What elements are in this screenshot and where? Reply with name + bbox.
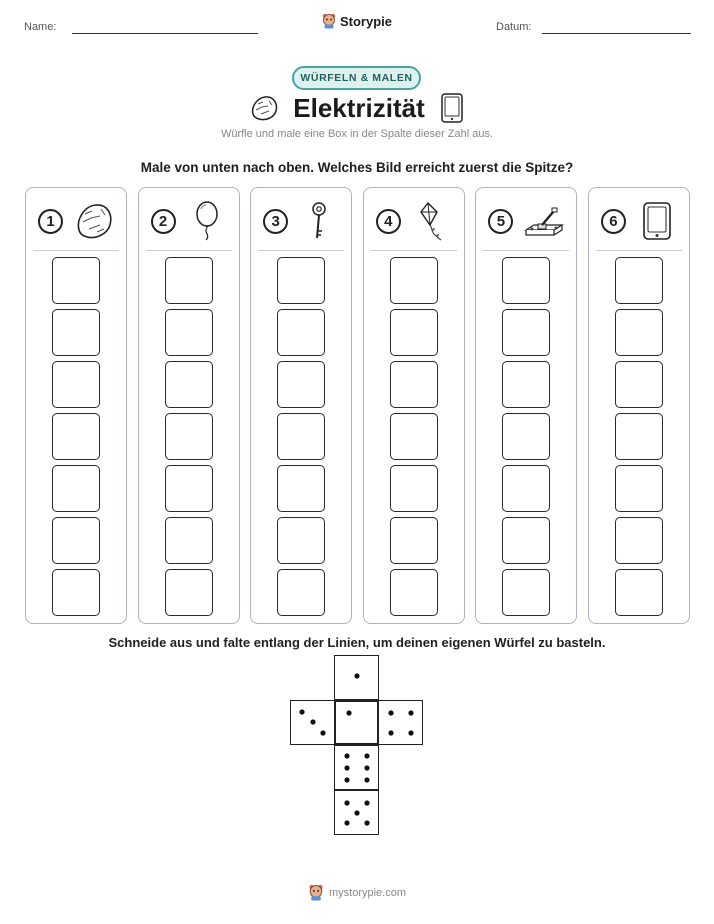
color-box[interactable] [165,517,213,564]
name-label: Name: [24,21,57,33]
color-box[interactable] [52,309,100,356]
color-box[interactable] [390,361,438,408]
date-line[interactable] [542,33,691,34]
color-box[interactable] [52,517,100,564]
dice-face-back [334,790,379,835]
footer [0,884,714,901]
color-box[interactable] [615,257,663,304]
color-box[interactable] [502,413,550,460]
dice-net [0,655,714,835]
column-number: 1 [38,209,63,234]
column-6 [588,187,690,624]
footer-url[interactable]: mystorypie.com [328,886,407,899]
column-number: 2 [151,209,176,234]
column-2 [138,187,240,624]
color-box[interactable] [502,361,550,408]
date-label: Datum: [496,21,532,33]
color-box[interactable] [277,569,325,616]
color-box[interactable] [502,517,550,564]
color-box[interactable] [52,569,100,616]
tablet-icon [439,92,465,124]
color-box[interactable] [52,257,100,304]
column-number: 4 [376,209,401,234]
color-box[interactable] [277,517,325,564]
instruction-text: Male von unten nach oben. Welches Bild erreicht zuerst die Spitze? [140,160,574,175]
color-box[interactable] [390,257,438,304]
column-5 [475,187,577,624]
tablet-icon [636,200,678,242]
dice-face-bottom [334,745,379,790]
color-box[interactable] [502,465,550,512]
name-line[interactable] [72,33,258,34]
key-icon [298,200,340,242]
dice-face-center [334,700,379,745]
column-4 [363,187,465,624]
color-box[interactable] [277,413,325,460]
title-row [0,90,714,126]
dice-face-top [334,655,379,700]
subtitle: Würfle und male eine Box in der Spalte dieser Zahl aus. [220,128,494,140]
color-box[interactable] [502,257,550,304]
color-box[interactable] [165,569,213,616]
color-box[interactable] [390,413,438,460]
color-box[interactable] [277,465,325,512]
dice-face-left [290,700,335,745]
color-box[interactable] [165,465,213,512]
column-number: 3 [263,209,288,234]
storypie-mascot-icon [322,13,336,29]
color-box[interactable] [615,569,663,616]
color-box[interactable] [502,309,550,356]
color-box[interactable] [502,569,550,616]
color-box[interactable] [165,361,213,408]
column-number: 5 [488,209,513,234]
brand-logo [0,13,714,29]
column-1 [25,187,127,624]
color-box[interactable] [52,361,100,408]
color-box[interactable] [52,413,100,460]
color-box[interactable] [52,465,100,512]
kite-icon [411,200,453,242]
column-3 [250,187,352,624]
rock-icon [249,94,279,122]
color-box[interactable] [165,309,213,356]
balloon-icon [186,200,228,242]
brand-name: Storypie [339,13,392,29]
color-box[interactable] [390,517,438,564]
rock-icon [73,200,115,242]
color-box[interactable] [277,361,325,408]
color-box[interactable] [615,465,663,512]
color-box[interactable] [615,361,663,408]
color-box[interactable] [165,257,213,304]
switch-icon [523,200,565,242]
color-box[interactable] [165,413,213,460]
column-number: 6 [601,209,626,234]
page-title: Elektrizität [293,92,425,123]
color-box[interactable] [615,413,663,460]
color-box[interactable] [615,309,663,356]
cut-instruction: Schneide aus und falte entlang der Linien, um deinen eigenen Würfel zu basteln. [108,635,606,650]
color-box[interactable] [390,309,438,356]
color-box[interactable] [390,569,438,616]
color-box[interactable] [277,309,325,356]
dice-columns [25,187,690,624]
color-box[interactable] [390,465,438,512]
color-box[interactable] [615,517,663,564]
color-box[interactable] [277,257,325,304]
storypie-mascot-icon [308,884,324,901]
dice-face-right [378,700,423,745]
activity-badge: WÜRFELN & MALEN [292,66,421,90]
